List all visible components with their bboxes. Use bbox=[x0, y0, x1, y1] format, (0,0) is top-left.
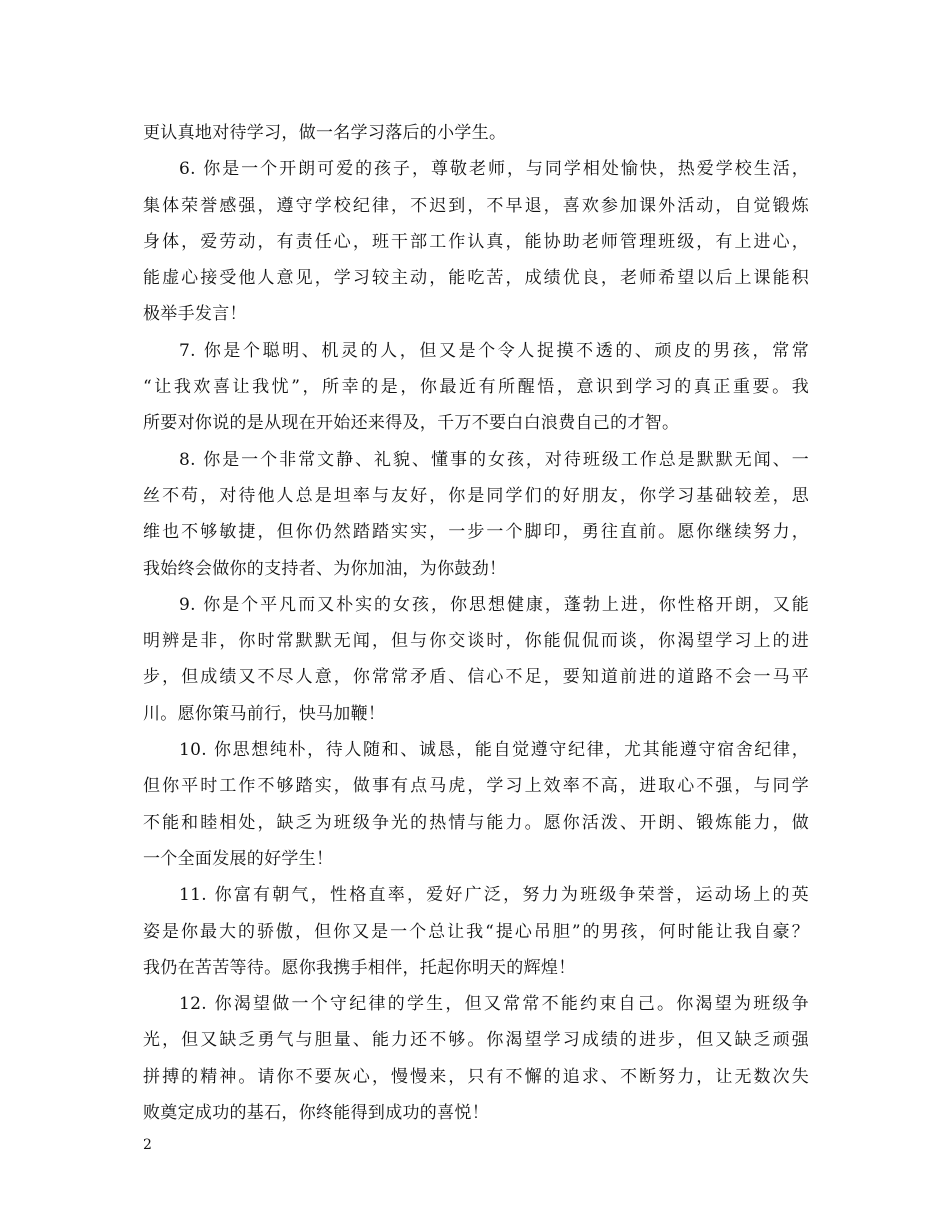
document-body bbox=[143, 115, 809, 1131]
text-line: 集体荣誉感强，遵守学校纪律，不迟到，不早退，喜欢参加课外活动，自觉锻炼 bbox=[143, 195, 809, 216]
text-line: 但你平时工作不够踏实，做事有点马虎，学习上效率不高，进取心不强，与同学 bbox=[143, 776, 809, 797]
text-line: 不能和睦相处，缺乏为班级争光的热情与能力。愿你活泼、开朗、锻炼能力，做 bbox=[143, 812, 809, 833]
text-line: 丝不苟，对待他人总是坦率与友好，你是同学们的好朋友，你学习基础较差，思 bbox=[143, 485, 809, 506]
text-line: 我仍在苦苦等待。愿你我携手相伴，托起你明天的辉煌！ bbox=[143, 957, 576, 978]
text-line: 我始终会做你的支持者、为你加油，为你鼓劲！ bbox=[143, 558, 507, 579]
text-line: 拼搏的精神。请你不要灰心，慢慢来，只有不懈的追求、不断努力，让无数次失 bbox=[143, 1066, 809, 1087]
text-line: 9. 你是个平凡而又朴实的女孩，你思想健康，蓬勃上进，你性格开朗，又能 bbox=[179, 594, 809, 615]
text-line: 姿是你最大的骄傲，但你又是一个总让我“提心吊胆”的男孩，何时能让我自豪？ bbox=[143, 921, 809, 942]
text-line: 8. 你是一个非常文静、礼貌、懂事的女孩，对待班级工作总是默默无闻、一 bbox=[179, 449, 809, 470]
text-line: 所要对你说的是从现在开始还来得及，千万不要白白浪费自己的才智。 bbox=[143, 413, 680, 434]
text-line: 步，但成绩又不尽人意，你常常矛盾、信心不足，要知道前进的道路不会一马平 bbox=[143, 667, 809, 688]
text-line: 12. 你渴望做一个守纪律的学生，但又常常不能约束自己。你渴望为班级争 bbox=[179, 994, 809, 1015]
text-line: 身体，爱劳动，有责任心，班干部工作认真，能协助老师管理班级，有上进心， bbox=[143, 231, 809, 252]
text-line: 维也不够敏捷，但你仍然踏踏实实，一步一个脚印，勇往直前。愿你继续努力， bbox=[143, 522, 809, 543]
text-line: 7. 你是个聪明、机灵的人，但又是个令人捉摸不透的、顽皮的男孩，常常 bbox=[179, 340, 809, 361]
text-line: 极举手发言！ bbox=[143, 304, 247, 325]
text-line: 明辨是非，你时常默默无闻，但与你交谈时，你能侃侃而谈，你渴望学习上的进 bbox=[143, 631, 809, 652]
text-line: 光，但又缺乏勇气与胆量、能力还不够。你渴望学习成绩的进步，但又缺乏顽强 bbox=[143, 1030, 809, 1051]
text-line: 10. 你思想纯朴，待人随和、诚恳，能自觉遵守纪律，尤其能遵守宿舍纪律， bbox=[179, 740, 809, 761]
text-line: 11. 你富有朝气，性格直率，爱好广泛，努力为班级争荣誉，运动场上的英 bbox=[179, 885, 809, 906]
page-number: 2 bbox=[143, 1137, 152, 1153]
text-line: 败奠定成功的基石，你终能得到成功的喜悦！ bbox=[143, 1103, 489, 1124]
text-line: 川。愿你策马前行，快马加鞭！ bbox=[143, 703, 386, 724]
text-line: 能虚心接受他人意见，学习较主动，能吃苦，成绩优良，老师希望以后上课能积 bbox=[143, 268, 809, 289]
text-line: 6. 你是一个开朗可爱的孩子，尊敬老师，与同学相处愉快，热爱学校生活， bbox=[179, 159, 809, 180]
text-line: “让我欢喜让我忧”，所幸的是，你最近有所醒悟，意识到学习的真正重要。我 bbox=[143, 377, 809, 398]
text-line: 更认真地对待学习，做一名学习落后的小学生。 bbox=[143, 123, 507, 143]
text-line: 一个全面发展的好学生！ bbox=[143, 848, 334, 869]
